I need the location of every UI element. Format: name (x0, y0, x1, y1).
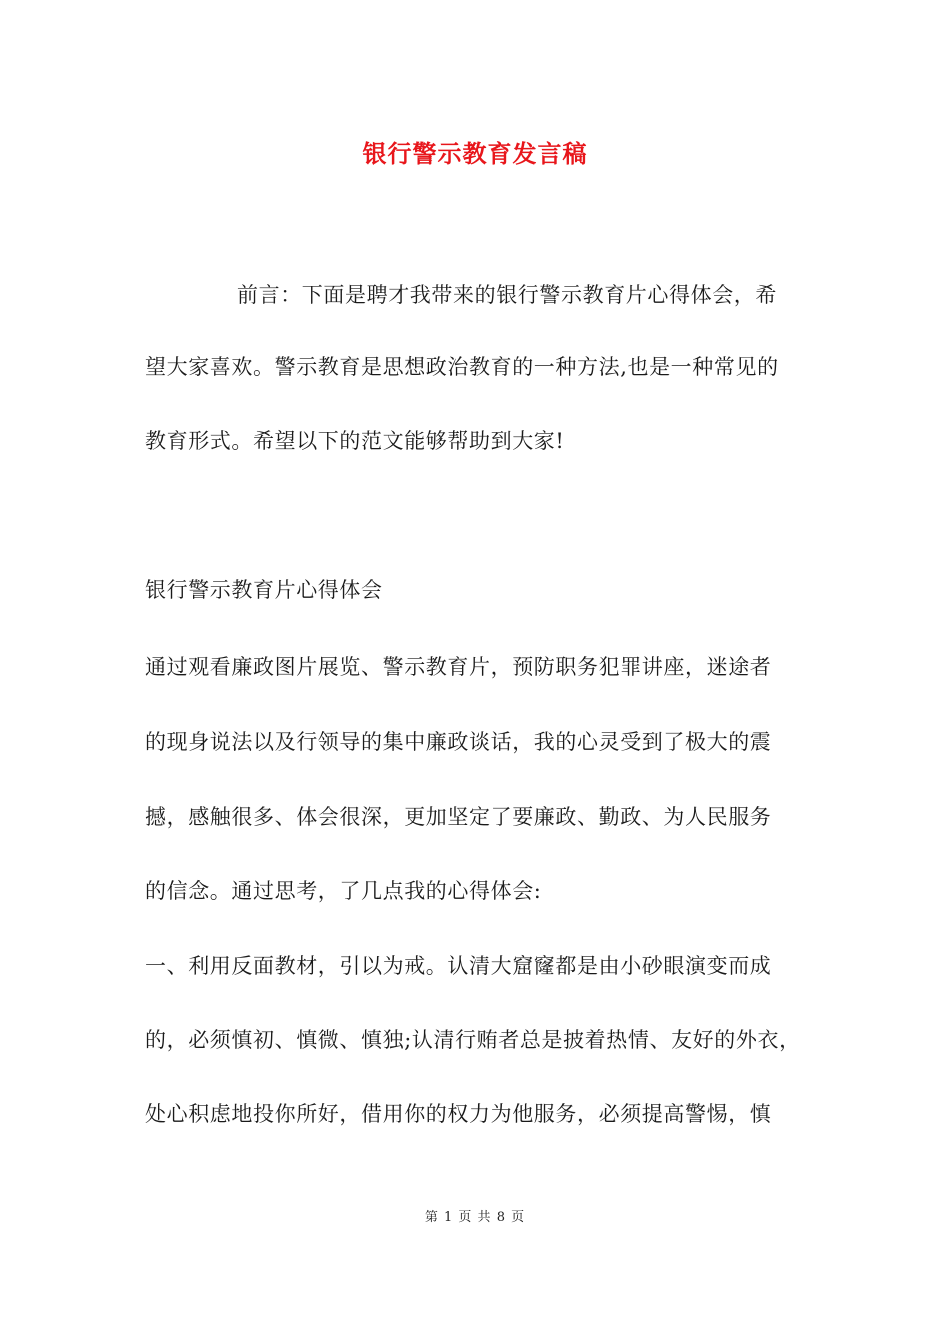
page-number-footer: 第 1 页 共 8 页 (424, 1210, 526, 1225)
body-line-1: 通过观看廉政图片展览、警示教育片，预防职务犯罪讲座，迷途者 (145, 655, 772, 679)
body-line-6: 的，必须慎初、慎微、慎独;认清行贿者总是披着热情、友好的外衣， (145, 1028, 801, 1052)
preface-line-3: 教育形式。希望以下的范文能够帮助到大家! (145, 429, 565, 453)
body-line-4: 的信念。通过思考，了几点我的心得体会: (145, 879, 542, 903)
section-heading: 银行警示教育片心得体会 (145, 578, 383, 602)
body-line-2: 的现身说法以及行领导的集中廉政谈话，我的心灵受到了极大的震 (145, 730, 772, 754)
document-title: 银行警示教育发言稿 (362, 139, 588, 168)
preface-line-1: 前言：下面是聘才我带来的银行警示教育片心得体会，希 (237, 283, 777, 307)
body-line-7: 处心积虑地投你所好，借用你的权力为他服务，必须提高警惕，慎 (145, 1102, 772, 1126)
preface-line-2: 望大家喜欢。警示教育是思想政治教育的一种方法,也是一种常见的 (145, 355, 779, 379)
body-line-3: 撼，感触很多、体会很深，更加坚定了要廉政、勤政、为人民服务 (145, 805, 772, 829)
body-line-5: 一、利用反面教材，引以为戒。认清大窟窿都是由小砂眼演变而成 (145, 954, 772, 978)
